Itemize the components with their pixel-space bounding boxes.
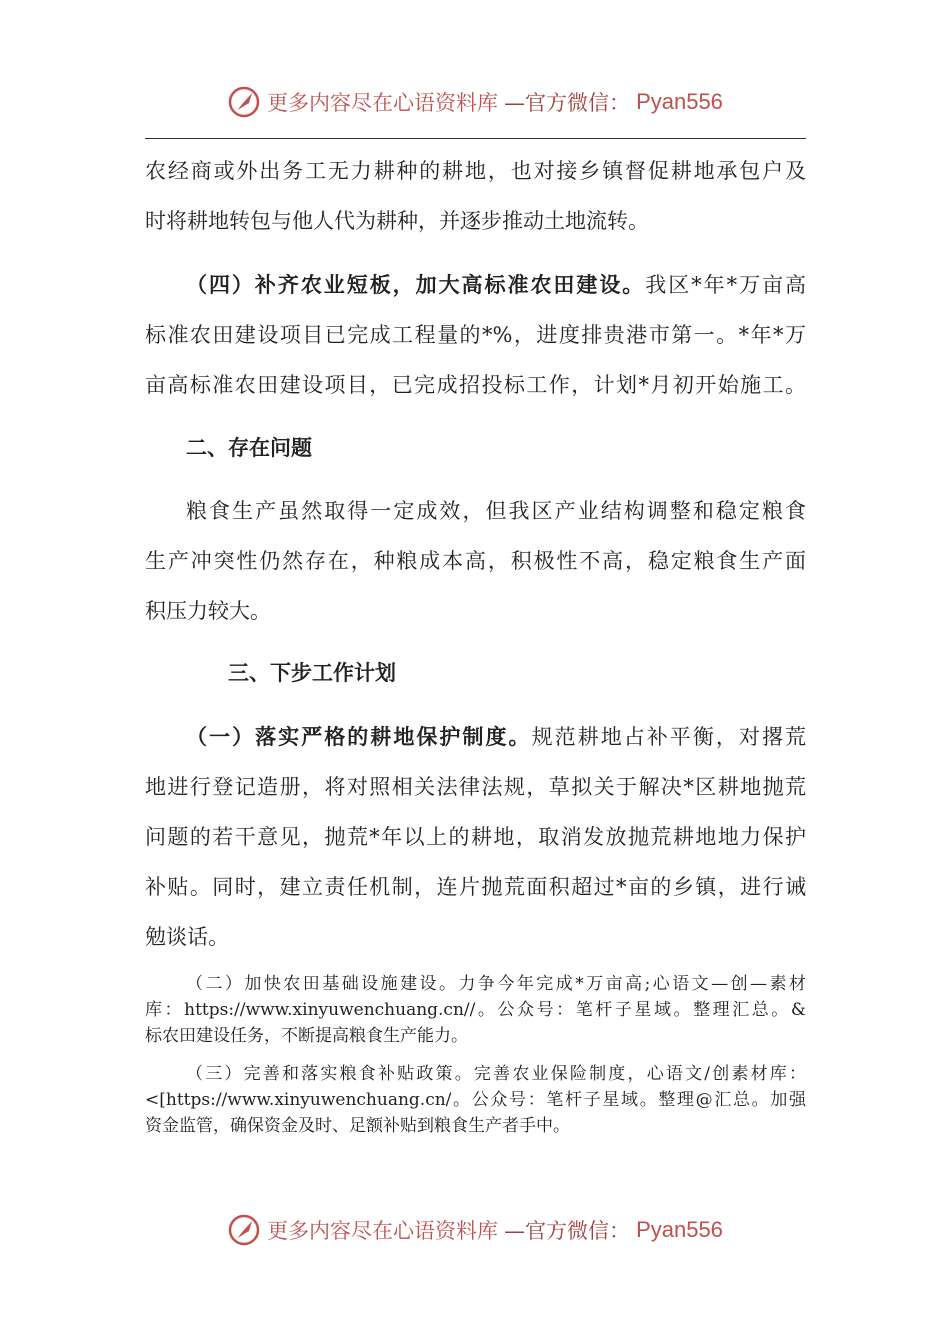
paragraph-line: 勉谈话。 — [145, 925, 229, 949]
small-paragraph-line: 资金监管，确保资金及时、足额补贴到粮食生产者手中。 — [145, 1116, 570, 1136]
small-paragraph-line: （三）完善和落实粮食补贴政策。完善农业保险制度，心语文/创素材库： — [186, 1064, 806, 1084]
paragraph-line: 地进行登记造册，将对照相关法律法规，草拟关于解决*区耕地抛荒 — [145, 775, 806, 799]
header-banner-wechat-id: Pyan556 — [636, 89, 723, 114]
footer-banner-title: 更多内容尽在心语资料库 — [267, 1219, 499, 1243]
section-title-problems: 二、存在问题 — [186, 435, 312, 460]
header-banner — [0, 82, 950, 122]
small-paragraph-line: 库：https://www.xinyuwenchuang.cn//。公众号：笔杆子星域。整理汇总。& — [145, 1000, 806, 1020]
paragraph-line: 时将耕地转包与他人代为耕种，并逐步推动土地流转。 — [145, 209, 649, 233]
paragraph-line — [186, 271, 806, 299]
paragraph-text: 我区*年*万亩高 — [645, 273, 807, 297]
paragraph-line: 补贴。同时，建立责任机制，连片抛荒面积超过*亩的乡镇，进行诫 — [145, 875, 806, 899]
small-paragraph-line: <[https://www.xinyuwenchuang.cn/。公众号：笔杆子星域。整理@汇总。加强 — [145, 1090, 806, 1110]
footer-banner — [0, 1210, 950, 1250]
paragraph-line: 粮食生产虽然取得一定成效，但我区产业结构调整和稳定粮食 — [186, 499, 806, 523]
quill-logo-icon — [227, 85, 261, 119]
paragraph-line — [186, 723, 806, 751]
paragraph-line: 标准农田建设项目已完成工程量的*%，进度排贵港市第一。*年*万 — [145, 323, 806, 347]
header-banner-title: 更多内容尽在心语资料库 — [267, 91, 499, 115]
header-banner-separator: —官方微信： — [504, 91, 631, 115]
paragraph-line: 亩高标准农田建设项目，已完成招投标工作，计划*月初开始施工。 — [145, 373, 806, 397]
small-paragraph-line: 标农田建设任务，不断提高粮食生产能力。 — [145, 1026, 468, 1046]
footer-banner-wechat-id: Pyan556 — [636, 1217, 723, 1242]
section-title-next-steps: 三、下步工作计划 — [228, 660, 396, 685]
footer-banner-separator: —官方微信： — [504, 1219, 631, 1243]
subheading-one: （一）落实严格的耕地保护制度。 — [186, 724, 532, 749]
subheading-four: （四）补齐农业短板，加大高标准农田建设。 — [186, 272, 646, 297]
paragraph-line: 生产冲突性仍然存在，种粮成本高，积极性不高，稳定粮食生产面 — [145, 549, 806, 573]
paragraph-line: 积压力较大。 — [145, 599, 271, 623]
paragraph-line: 农经商或外出务工无力耕种的耕地，也对接乡镇督促耕地承包户及 — [145, 159, 806, 183]
header-divider — [145, 138, 806, 139]
small-paragraph-line: （二）加快农田基础设施建设。力争今年完成*万亩高;心语文—创—素材 — [186, 974, 806, 994]
paragraph-line: 问题的若干意见，抛荒*年以上的耕地，取消发放抛荒耕地地力保护 — [145, 825, 806, 849]
quill-logo-icon — [227, 1213, 261, 1247]
paragraph-text: 规范耕地占补平衡，对撂荒 — [531, 725, 807, 749]
